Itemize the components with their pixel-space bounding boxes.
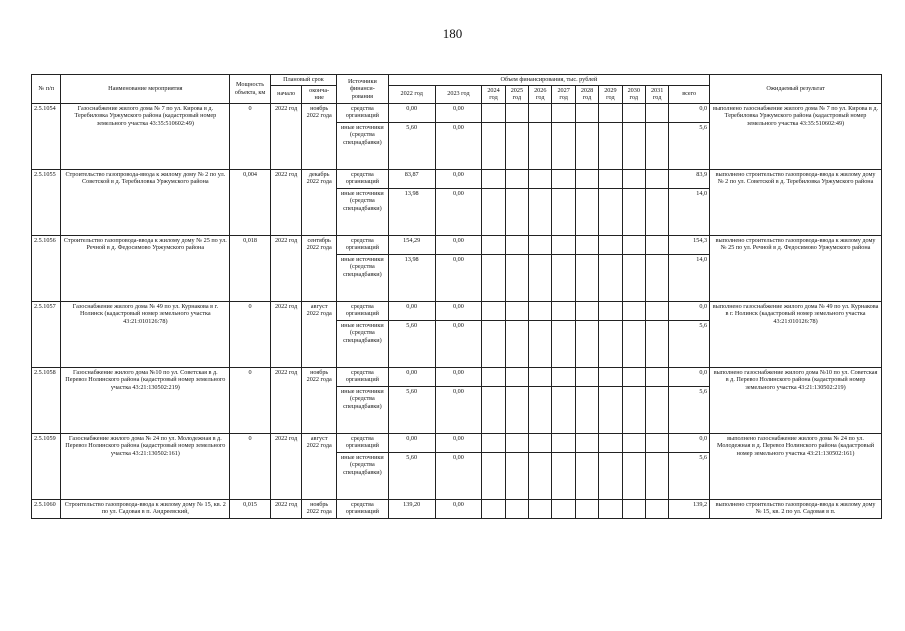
funding-source: иные источники (средства спецнадбавки) [336, 452, 388, 499]
amount-empty [645, 499, 668, 518]
header-name: Наименование мероприятия [61, 75, 230, 104]
amount-empty [645, 386, 668, 433]
row-number: 2.5.1059 [32, 433, 61, 499]
header-funding: Объем финансирования, тыс. рублей [388, 75, 709, 86]
table-row [32, 433, 882, 452]
amount-empty [645, 103, 668, 122]
amount-2022: 0,00 [388, 103, 435, 122]
amount-2022: 13,98 [388, 254, 435, 301]
amount-empty [575, 452, 598, 499]
amount-empty [552, 433, 575, 452]
amount-empty [482, 367, 505, 386]
header-year: 2026 год [529, 85, 552, 103]
row-number: 2.5.1057 [32, 301, 61, 367]
end-term: ноябрь 2022 года [302, 367, 337, 433]
expected-result: выполнено газоснабжение жилого дома № 24 по ул. Молодежная в д. Перевоз Нолинского района (кадастровый номер земельного участка 43:21:130502:161) [710, 433, 882, 499]
amount-empty [529, 320, 552, 367]
amount-empty [575, 367, 598, 386]
amount-empty [622, 235, 645, 254]
amount-empty [505, 386, 528, 433]
start-term: 2022 год [270, 499, 302, 518]
funding-source: средства организаций [336, 301, 388, 320]
amount-2023: 0,00 [435, 367, 482, 386]
amount-2022: 83,87 [388, 169, 435, 188]
amount-2023: 0,00 [435, 122, 482, 169]
amount-empty [622, 452, 645, 499]
amount-empty [505, 254, 528, 301]
funding-source: иные источники (средства спецнадбавки) [336, 254, 388, 301]
amount-2022: 5,60 [388, 122, 435, 169]
funding-source: иные источники (средства спецнадбавки) [336, 320, 388, 367]
amount-empty [505, 433, 528, 452]
amount-2022: 139,20 [388, 499, 435, 518]
funding-source: средства организаций [336, 169, 388, 188]
amount-total: 0,0 [669, 301, 710, 320]
amount-total: 14,0 [669, 254, 710, 301]
amount-empty [599, 188, 622, 235]
row-number: 2.5.1054 [32, 103, 61, 169]
amount-empty [552, 122, 575, 169]
amount-empty [552, 386, 575, 433]
amount-empty [482, 122, 505, 169]
amount-2023: 0,00 [435, 499, 482, 518]
header-year: 2030 год [622, 85, 645, 103]
amount-empty [529, 103, 552, 122]
capacity-value: 0 [230, 367, 271, 433]
amount-2022: 154,29 [388, 235, 435, 254]
amount-empty [482, 103, 505, 122]
table-row [32, 103, 882, 122]
header-num: № п/п [32, 75, 61, 104]
amount-empty [622, 499, 645, 518]
amount-empty [622, 320, 645, 367]
amount-empty [575, 235, 598, 254]
amount-empty [622, 169, 645, 188]
amount-total: 0,0 [669, 433, 710, 452]
amount-2023: 0,00 [435, 433, 482, 452]
row-number: 2.5.1056 [32, 235, 61, 301]
page-number: 180 [442, 26, 463, 41]
header-result: Ожидаемый результат [710, 75, 882, 104]
amount-empty [599, 254, 622, 301]
amount-empty [599, 452, 622, 499]
end-term: декабрь 2022 года [302, 169, 337, 235]
amount-empty [482, 254, 505, 301]
capacity-value: 0 [230, 433, 271, 499]
amount-2022: 5,60 [388, 320, 435, 367]
amount-empty [529, 301, 552, 320]
amount-empty [645, 433, 668, 452]
header-year: 2025 год [505, 85, 528, 103]
amount-total: 5,6 [669, 320, 710, 367]
header-year: 2023 год [435, 85, 482, 103]
funding-source: средства организаций [336, 367, 388, 386]
amount-empty [505, 122, 528, 169]
measure-name: Строительство газопровода-ввода к жилому дому № 15, кв. 2 по ул. Садовая в п. Андреевский, [61, 499, 230, 518]
amount-empty [645, 320, 668, 367]
header-year: 2029 год [599, 85, 622, 103]
amount-empty [552, 320, 575, 367]
amount-empty [505, 169, 528, 188]
amount-empty [575, 499, 598, 518]
expected-result: выполнено газоснабжение жилого дома № 7 по ул. Кирова в д. Теребиловка Уржумского района (кадастровый номер земельного участка 43:35:510602:49) [710, 103, 882, 169]
start-term: 2022 год [270, 103, 302, 169]
amount-total: 139,2 [669, 499, 710, 518]
row-number: 2.5.1055 [32, 169, 61, 235]
amount-empty [552, 367, 575, 386]
amount-empty [622, 433, 645, 452]
header-start: начало [270, 85, 302, 103]
amount-empty [505, 103, 528, 122]
amount-empty [575, 103, 598, 122]
table-row [32, 499, 882, 518]
capacity-value: 0 [230, 301, 271, 367]
start-term: 2022 год [270, 367, 302, 433]
funding-source: средства организаций [336, 499, 388, 518]
expected-result: выполнено газоснабжение жилого дома № 49 по ул. Курнакова в г. Нолинск (кадастровый номер земельного участка 43:21:010126:78) [710, 301, 882, 367]
end-term: ноябрь 2022 года [302, 103, 337, 169]
measure-name: Строительство газопровода-ввода к жилому дому № 25 по ул. Речной в д. Федосимово Уржумского района [61, 235, 230, 301]
amount-empty [552, 254, 575, 301]
header-power: Мощность объекта, км [230, 75, 271, 104]
amount-2022: 13,98 [388, 188, 435, 235]
table-row [32, 367, 882, 386]
table-row [32, 301, 882, 320]
header-year: 2031 год [645, 85, 668, 103]
table-row [32, 169, 882, 188]
amount-empty [622, 122, 645, 169]
amount-2023: 0,00 [435, 235, 482, 254]
start-term: 2022 год [270, 235, 302, 301]
start-term: 2022 год [270, 301, 302, 367]
amount-empty [599, 122, 622, 169]
amount-empty [645, 188, 668, 235]
funding-source: иные источники (средства спецнадбавки) [336, 122, 388, 169]
row-number: 2.5.1058 [32, 367, 61, 433]
amount-empty [482, 188, 505, 235]
amount-empty [552, 301, 575, 320]
expected-result: выполнено строительство газопровода-ввода к жилому дому № 2 по ул. Советской в д. Теребиловка Уржумского района [710, 169, 882, 235]
amount-empty [482, 499, 505, 518]
amount-empty [599, 433, 622, 452]
header-end: оконча- ние [302, 85, 337, 103]
expected-result: выполнено газоснабжение жилого дома №10 по ул. Советская в д. Перевоз Нолинского района (кадастровый номер земельного участка 43:21:130502:219) [710, 367, 882, 433]
amount-empty [529, 254, 552, 301]
amount-empty [529, 367, 552, 386]
amount-2022: 0,00 [388, 301, 435, 320]
amount-empty [599, 499, 622, 518]
amount-total: 5,6 [669, 452, 710, 499]
amount-empty [505, 235, 528, 254]
amount-empty [599, 367, 622, 386]
amount-empty [552, 499, 575, 518]
header-year: 2028 год [575, 85, 598, 103]
measure-name: Газоснабжение жилого дома № 49 по ул. Курнакова в г. Нолинск (кадастровый номер земельного участка 43:21:010126:78) [61, 301, 230, 367]
amount-empty [622, 367, 645, 386]
amount-empty [622, 386, 645, 433]
amount-empty [575, 169, 598, 188]
start-term: 2022 год [270, 433, 302, 499]
amount-empty [529, 169, 552, 188]
measure-name: Строительство газопровода-ввода к жилому дому № 2 по ул. Советской в д. Теребиловка Уржумского района [61, 169, 230, 235]
amount-2022: 0,00 [388, 433, 435, 452]
amount-empty [505, 367, 528, 386]
funding-source: средства организаций [336, 235, 388, 254]
expected-result: выполнено строительство газопровода-ввода к жилому дому № 15, кв. 2 по ул. Садовая в п. [710, 499, 882, 518]
amount-total: 0,0 [669, 103, 710, 122]
amount-empty [599, 301, 622, 320]
funding-source: иные источники (средства спецнадбавки) [336, 188, 388, 235]
amount-empty [645, 254, 668, 301]
end-term: август 2022 года [302, 301, 337, 367]
amount-empty [622, 103, 645, 122]
amount-empty [552, 103, 575, 122]
funding-source: средства организаций [336, 103, 388, 122]
amount-empty [505, 320, 528, 367]
amount-empty [552, 235, 575, 254]
amount-empty [599, 103, 622, 122]
amount-2022: 5,60 [388, 452, 435, 499]
amount-empty [529, 433, 552, 452]
amount-empty [505, 499, 528, 518]
amount-empty [622, 254, 645, 301]
amount-2023: 0,00 [435, 320, 482, 367]
amount-empty [575, 188, 598, 235]
amount-empty [482, 320, 505, 367]
capacity-value: 0,004 [230, 169, 271, 235]
amount-empty [552, 169, 575, 188]
amount-empty [505, 301, 528, 320]
amount-empty [529, 188, 552, 235]
amount-total: 5,6 [669, 122, 710, 169]
amount-empty [505, 188, 528, 235]
amount-2023: 0,00 [435, 169, 482, 188]
header-total: всего [669, 85, 710, 103]
amount-empty [599, 386, 622, 433]
amount-2022: 5,60 [388, 386, 435, 433]
header-plan-term: Плановый срок [270, 75, 336, 86]
amount-empty [645, 235, 668, 254]
table-row [32, 235, 882, 254]
amount-empty [482, 433, 505, 452]
amount-empty [529, 235, 552, 254]
amount-2023: 0,00 [435, 301, 482, 320]
funding-table [31, 74, 882, 519]
amount-empty [575, 254, 598, 301]
amount-empty [552, 452, 575, 499]
amount-empty [575, 301, 598, 320]
amount-empty [645, 367, 668, 386]
amount-empty [552, 188, 575, 235]
end-term: сентябрь 2022 года [302, 235, 337, 301]
expected-result: выполнено строительство газопровода-ввода к жилому дому № 25 по ул. Речной в д. Федосимово Уржумского района [710, 235, 882, 301]
amount-empty [622, 188, 645, 235]
measure-name: Газоснабжение жилого дома № 7 по ул. Кирова в д. Теребиловка Уржумского района (кадастровый номер земельного участка 43:35:510602:49) [61, 103, 230, 169]
amount-2023: 0,00 [435, 452, 482, 499]
measure-name: Газоснабжение жилого дома №10 по ул. Советская в д. Перевоз Нолинского района (кадастровый номер земельного участка 43:21:130502:219) [61, 367, 230, 433]
amount-2023: 0,00 [435, 188, 482, 235]
amount-empty [599, 320, 622, 367]
amount-empty [529, 499, 552, 518]
amount-empty [482, 386, 505, 433]
amount-empty [529, 386, 552, 433]
header-row-1 [32, 75, 882, 86]
amount-total: 83,9 [669, 169, 710, 188]
amount-empty [575, 433, 598, 452]
amount-2023: 0,00 [435, 254, 482, 301]
amount-2023: 0,00 [435, 386, 482, 433]
amount-empty [482, 452, 505, 499]
amount-total: 5,6 [669, 386, 710, 433]
amount-empty [599, 169, 622, 188]
amount-total: 0,0 [669, 367, 710, 386]
amount-empty [622, 301, 645, 320]
measure-name: Газоснабжение жилого дома № 24 по ул. Молодежная в д. Перевоз Нолинского района (кадастровый номер земельного участка 43:21:130502:161) [61, 433, 230, 499]
header-year: 2022 год [388, 85, 435, 103]
row-number: 2.5.1060 [32, 499, 61, 518]
end-term: ноябрь 2022 года [302, 499, 337, 518]
capacity-value: 0 [230, 103, 271, 169]
amount-2022: 0,00 [388, 367, 435, 386]
amount-total: 14,0 [669, 188, 710, 235]
funding-source: средства организаций [336, 433, 388, 452]
amount-empty [482, 235, 505, 254]
amount-empty [575, 320, 598, 367]
capacity-value: 0,015 [230, 499, 271, 518]
amount-empty [645, 452, 668, 499]
amount-empty [482, 169, 505, 188]
amount-empty [575, 386, 598, 433]
amount-empty [529, 452, 552, 499]
amount-empty [645, 122, 668, 169]
amount-empty [575, 122, 598, 169]
header-year: 2024 год [482, 85, 505, 103]
amount-empty [645, 169, 668, 188]
header-sources: Источники финанси- рования [336, 75, 388, 104]
capacity-value: 0,018 [230, 235, 271, 301]
amount-empty [645, 301, 668, 320]
end-term: август 2022 года [302, 433, 337, 499]
amount-empty [529, 122, 552, 169]
amount-empty [482, 301, 505, 320]
start-term: 2022 год [270, 169, 302, 235]
amount-empty [505, 452, 528, 499]
funding-source: иные источники (средства спецнадбавки) [336, 386, 388, 433]
amount-empty [599, 235, 622, 254]
amount-2023: 0,00 [435, 103, 482, 122]
amount-total: 154,3 [669, 235, 710, 254]
header-year: 2027 год [552, 85, 575, 103]
